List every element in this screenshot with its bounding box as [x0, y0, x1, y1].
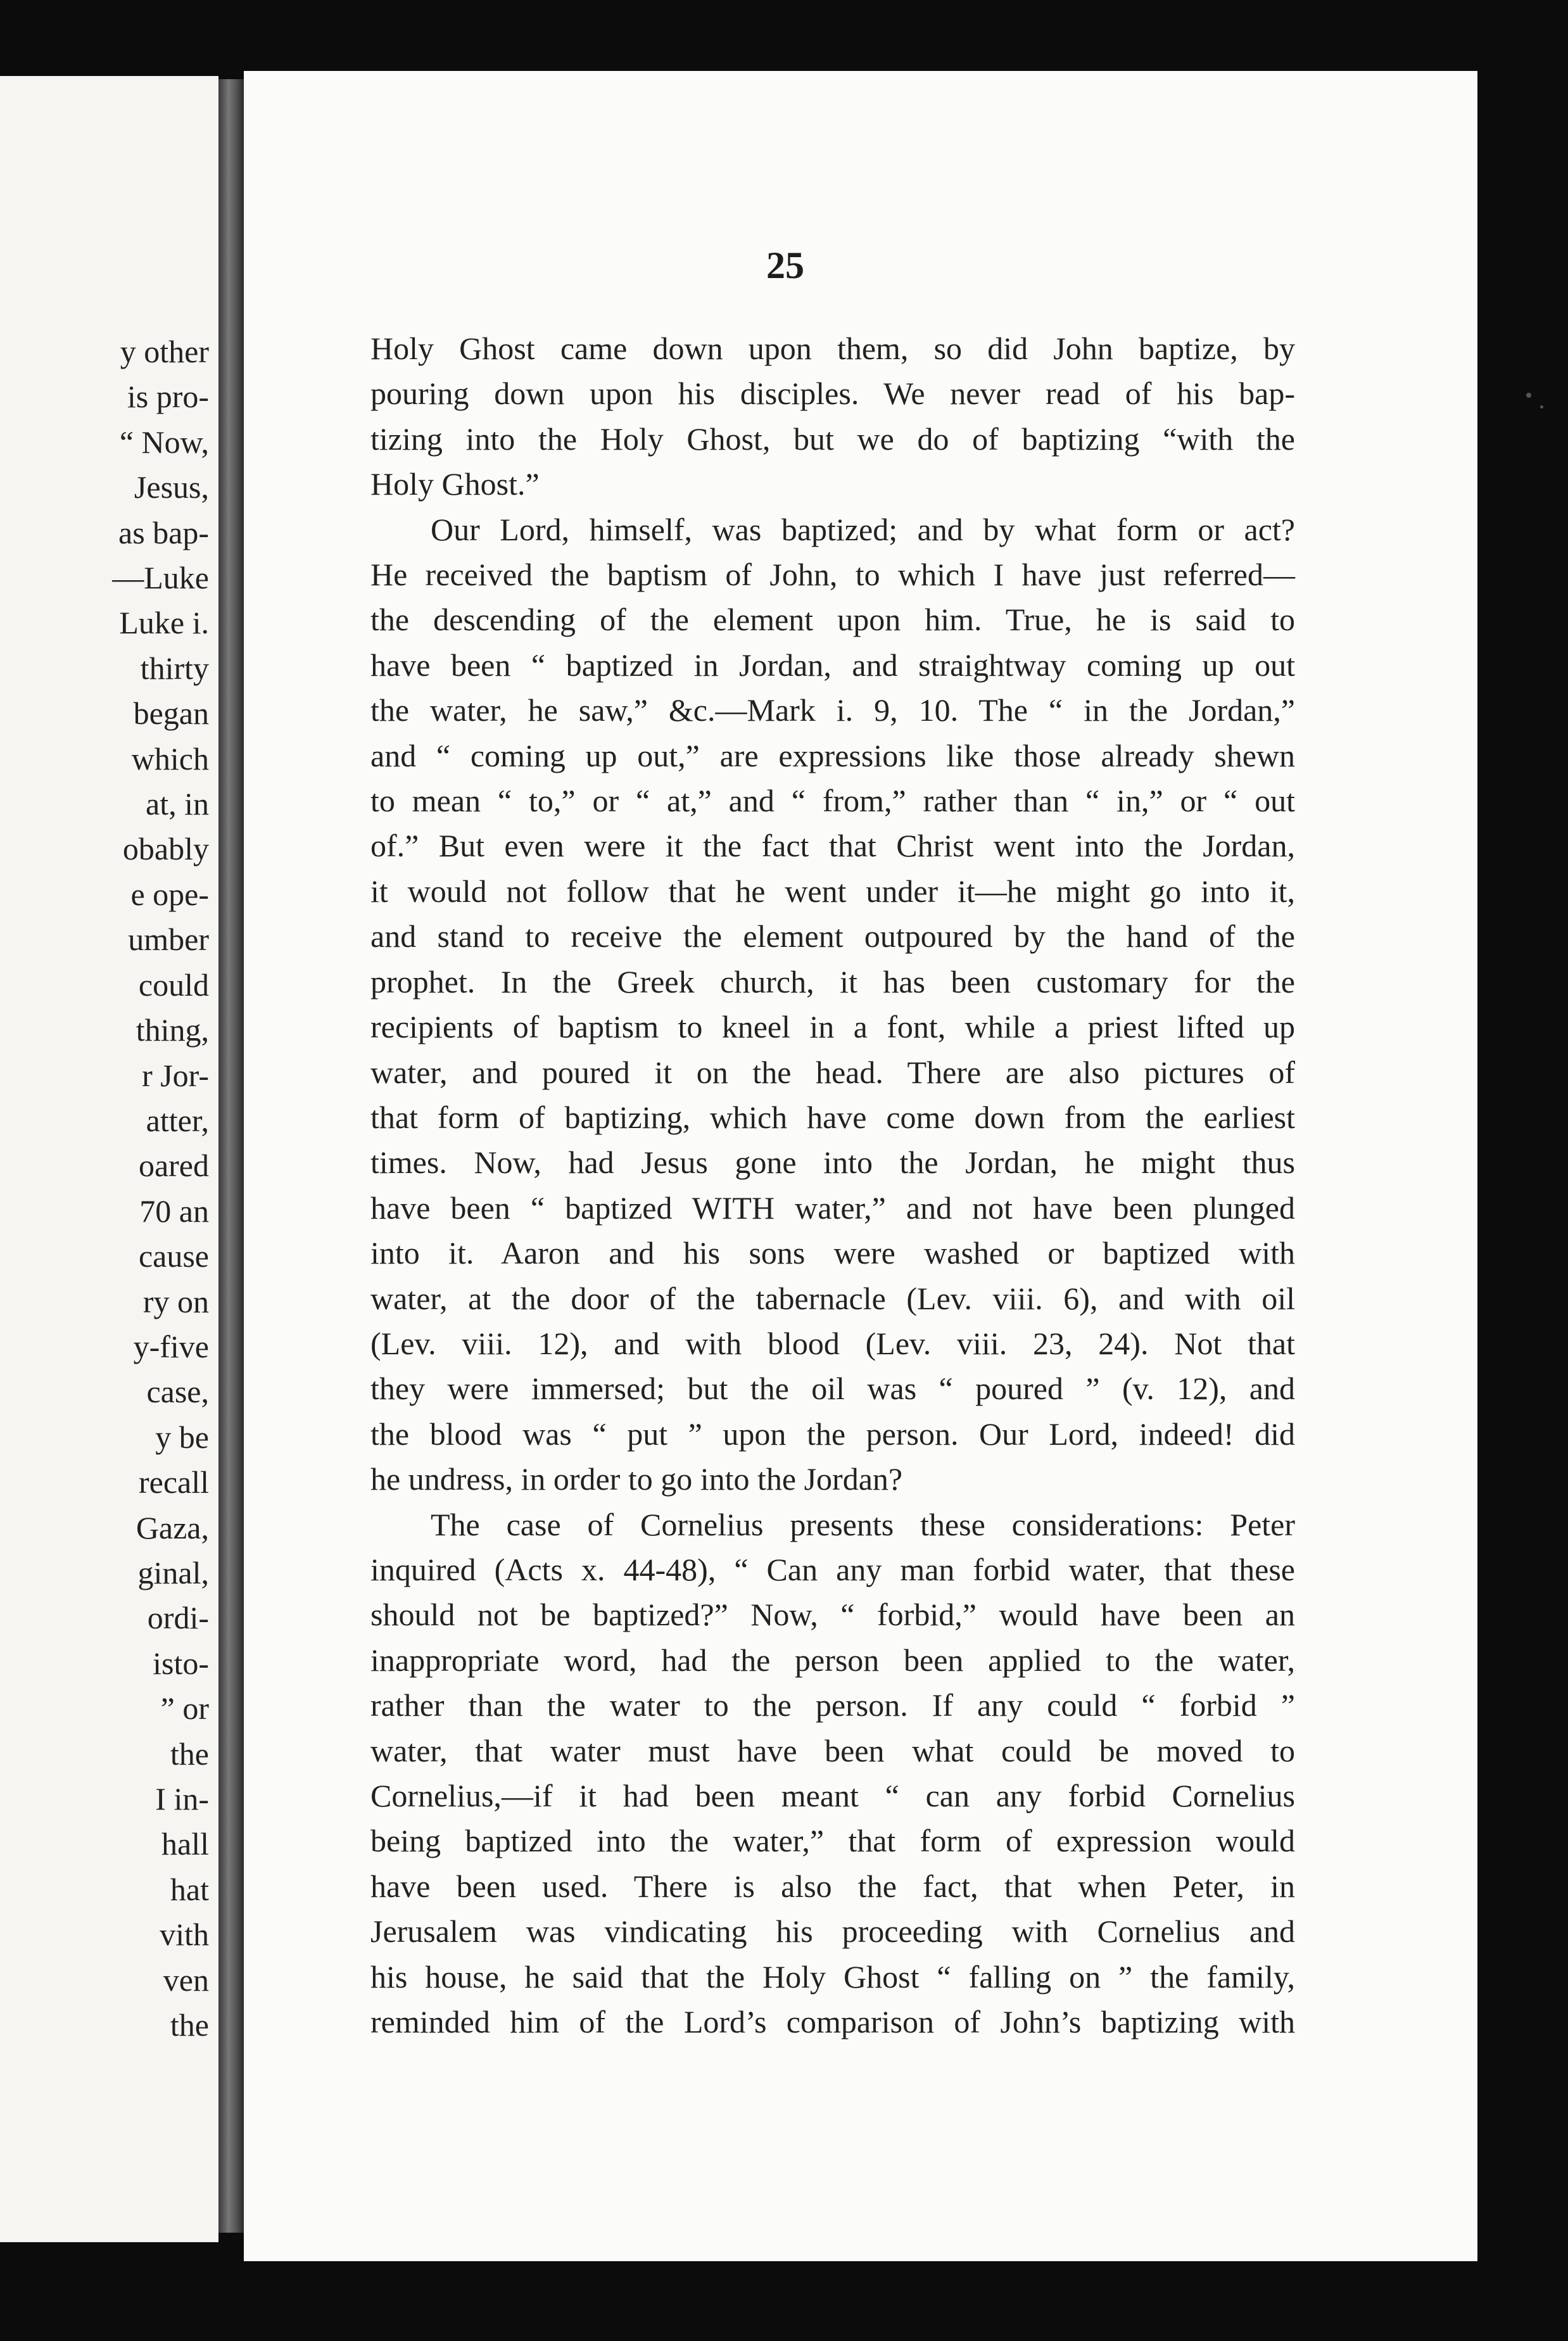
left-page-line-fragment: atter,	[146, 1102, 209, 1138]
text-line: The case of Cornelius presents these considerations: Peter	[431, 1506, 1295, 1542]
text-line: prophet. In the Greek church, it has been customary for the	[370, 963, 1295, 999]
left-page-line-fragment: Gaza,	[136, 1509, 209, 1545]
left-page-line-fragment: “ Now,	[119, 424, 209, 460]
text-line: have been used. There is also the fact, that when Peter, in	[370, 1868, 1295, 1904]
text-line: he undress, in order to go into the Jordan?	[370, 1461, 903, 1497]
left-page-line-fragment: oared	[138, 1148, 209, 1184]
left-page-line-fragment: case,	[146, 1374, 209, 1410]
text-line: the blood was “ put ” upon the person. Our Lord, indeed! did	[370, 1416, 1295, 1452]
left-page-line-fragment: ” or	[160, 1691, 209, 1727]
left-page-line-fragment: Luke i.	[119, 605, 209, 641]
text-line: Holy Ghost came down upon them, so did John baptize, by	[370, 331, 1295, 366]
left-page-text-fragments	[0, 329, 209, 2048]
scan-background-edge	[1477, 70, 1568, 2341]
text-line: of.” But even were it the fact that Christ went into the Jordan,	[370, 828, 1295, 864]
left-page-line-fragment: thing,	[136, 1012, 209, 1048]
left-page-line-fragment: is pro-	[127, 379, 209, 415]
left-page-line-fragment: ginal,	[137, 1554, 209, 1590]
text-line: Jerusalem was vindicating his proceeding with Cornelius and	[370, 1913, 1295, 1950]
text-line: He received the baptism of John, to which I have just referred—	[370, 557, 1295, 593]
text-line: should not be baptized?” Now, “ forbid,” would have been an	[370, 1597, 1295, 1633]
left-page-line-fragment: Jesus,	[134, 469, 209, 505]
book-gutter	[218, 79, 244, 2233]
left-page-line-fragment: recall	[138, 1464, 209, 1500]
text-line: rather than the water to the person. If any could “ forbid ”	[370, 1687, 1295, 1723]
left-page-line-fragment: y be	[155, 1419, 209, 1455]
scan-speck	[1540, 405, 1543, 409]
text-line: Our Lord, himself, was baptized; and by what form or act?	[431, 511, 1295, 547]
left-page-line-fragment: hall	[161, 1826, 209, 1862]
left-page-line-fragment: e ope-	[130, 876, 209, 912]
left-page-line-fragment: r Jor-	[142, 1057, 209, 1093]
left-page-line-fragment: umber	[128, 922, 209, 958]
left-page-line-fragment: at, in	[146, 786, 209, 822]
text-line: have been “ baptized WITH water,” and not have been plunged	[370, 1190, 1295, 1226]
left-page-line-fragment: y-five	[133, 1328, 209, 1364]
text-line: it would not follow that he went under it—he might go into it,	[370, 873, 1295, 909]
text-line: being baptized into the water,” that form of expression would	[370, 1823, 1295, 1859]
text-line: inquired (Acts x. 44-48), “ Can any man forbid water, that these	[370, 1551, 1295, 1587]
text-line: have been “ baptized in Jordan, and straightway coming up out	[370, 647, 1295, 683]
left-page-line-fragment: ordi-	[147, 1600, 209, 1636]
text-line: Holy Ghost.”	[370, 466, 540, 502]
left-page-line-fragment: cause	[138, 1238, 209, 1274]
text-line: the descending of the element upon him. True, he is said to	[370, 602, 1295, 638]
left-page-line-fragment: obably	[122, 831, 209, 867]
left-page-line-fragment: vith	[160, 1917, 209, 1953]
left-page-line-fragment: began	[133, 695, 209, 732]
left-page-line-fragment: isto-	[153, 1645, 209, 1681]
text-line: that form of baptizing, which have come down from the earliest	[370, 1099, 1295, 1135]
left-page-line-fragment: I in-	[155, 1781, 209, 1817]
text-line: into it. Aaron and his sons were washed or baptized with	[370, 1235, 1295, 1271]
text-line: Cornelius,—if it had been meant “ can any forbid Cornelius	[370, 1778, 1295, 1813]
text-line: pouring down upon his disciples. We never read of his bap-	[370, 376, 1295, 412]
left-page-line-fragment: ry on	[142, 1283, 209, 1319]
text-line: and “ coming up out,” are expressions like those already shewn	[370, 737, 1295, 773]
text-line: tizing into the Holy Ghost, but we do of baptizing “with the	[370, 421, 1295, 457]
left-page-line-fragment: which	[131, 740, 209, 777]
text-line: (Lev. viii. 12), and with blood (Lev. viii. 23, 24). Not that	[370, 1325, 1295, 1361]
left-page-line-fragment: 70 an	[139, 1193, 209, 1229]
left-page-line-fragment: —Luke	[112, 560, 209, 596]
text-line: to mean “ to,” or “ at,” and “ from,” rather than “ in,” or “ out	[370, 783, 1295, 819]
text-line: recipients of baptism to kneel in a font, while a priest lifted up	[370, 1009, 1295, 1045]
text-line: they were immersed; but the oil was “ poured ” (v. 12), and	[370, 1371, 1295, 1407]
left-page-line-fragment: thirty	[140, 650, 209, 686]
page-body-text	[370, 326, 1295, 2045]
left-page-line-fragment: y other	[120, 334, 209, 369]
left-page-line-fragment: ven	[163, 1962, 209, 1998]
left-page-line-fragment: could	[138, 967, 209, 1003]
page-number: 25	[766, 244, 804, 286]
scan-speck	[1526, 393, 1531, 398]
left-page-line-fragment: as bap-	[118, 514, 209, 550]
text-line: the water, he saw,” &c.—Mark i. 9, 10. The “ in the Jordan,”	[370, 692, 1295, 728]
text-line: reminded him of the Lord’s comparison of John’s baptizing with	[370, 2004, 1295, 2040]
text-line: water, at the door of the tabernacle (Lev. viii. 6), and with oil	[370, 1280, 1295, 1316]
text-line: times. Now, had Jesus gone into the Jordan, he might thus	[370, 1145, 1295, 1181]
left-page-line-fragment: the	[170, 1735, 209, 1772]
text-line: inappropriate word, had the person been applied to the water,	[370, 1642, 1295, 1678]
text-line: water, and poured it on the head. There are also pictures of	[370, 1054, 1295, 1090]
left-page-line-fragment: hat	[170, 1871, 209, 1907]
text-line: his house, he said that the Holy Ghost “ falling on ” the family,	[370, 1958, 1295, 1995]
text-line: and stand to receive the element outpoured by the hand of the	[370, 918, 1295, 955]
text-line: water, that water must have been what could be moved to	[370, 1732, 1295, 1768]
left-page-line-fragment: the	[170, 2007, 209, 2043]
